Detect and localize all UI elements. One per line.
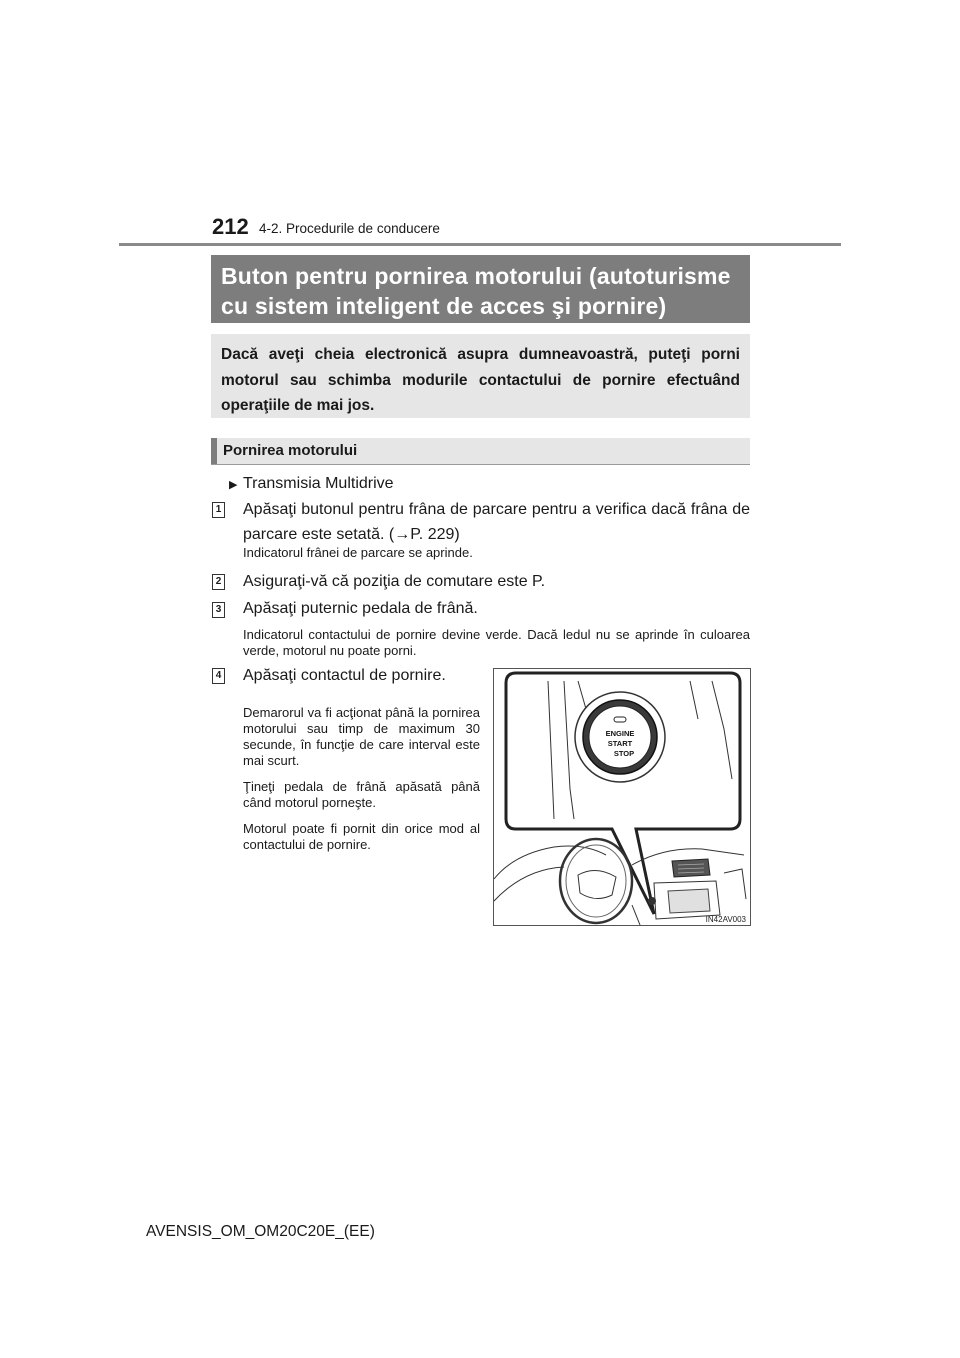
- step-3-note: Indicatorul contactului de pornire devine verde. Dacă ledul nu se aprinde în culoarea verde, motorul nu poate porni.: [243, 627, 750, 658]
- bullet-text: Transmisia Multidrive: [243, 475, 394, 492]
- button-label-start: START: [607, 739, 633, 748]
- intro-box: [211, 334, 750, 418]
- step-1-text: Apăsaţi butonul pentru frâna de parcare pentru a verifica dacă frâna de parcare este setată. (→P. 229): [243, 501, 750, 543]
- figure-code: IN42AV003: [705, 915, 746, 924]
- page-title-line-2: cu sistem inteligent de acces şi pornire): [221, 293, 667, 319]
- step-1-note: Indicatorul frânei de parcare se aprinde.: [243, 545, 473, 560]
- button-location-marker: [648, 897, 656, 905]
- section-title: 4-2. Procedurile de conducere: [259, 221, 440, 236]
- header-rule: [119, 243, 841, 246]
- display-screen: [668, 889, 710, 913]
- illustration-drawing: [494, 669, 750, 925]
- step-4-note-3: Motorul poate fi pornit din orice mod al contactului de pornire.: [243, 821, 480, 852]
- step-number-4: 4: [212, 668, 225, 684]
- subsection-heading-bar: [211, 438, 217, 464]
- step-4-text: Apăsaţi contactul de pornire.: [243, 667, 446, 684]
- intro-text: Dacă aveţi cheia electronică asupra dumneavoastră, puteţi porni motorul sau schimba modurile contactului de pornire efectuând operaţiile de mai jos.: [221, 346, 740, 414]
- page-title-line-1: Buton pentru pornirea motorului (autoturisme: [221, 263, 731, 289]
- step-4-note-1: Demarorul va fi acţionat până la pornirea motorului sau timp de maximum 30 secunde, în funcţie de care interval este mai scurt.: [243, 705, 480, 768]
- column-line: [632, 905, 640, 925]
- step-3-text: Apăsaţi puternic pedala de frână.: [243, 600, 478, 617]
- button-label-stop: STOP: [613, 749, 635, 758]
- button-indicator: [614, 717, 626, 722]
- title-banner: [211, 255, 750, 323]
- step-number-3: 3: [212, 602, 225, 618]
- step-number-2: 2: [212, 574, 225, 590]
- seat-outline: [494, 867, 564, 901]
- dashboard-edge: [724, 869, 746, 899]
- step-4-note-2: Ţineţi pedala de frână apăsată până când motorul porneşte.: [243, 779, 480, 810]
- subsection-heading-text: Pornirea motorului: [223, 442, 358, 459]
- steering-hub: [578, 870, 616, 898]
- engine-start-illustration: [493, 668, 751, 926]
- button-label-engine: ENGINE: [605, 729, 635, 738]
- step-4-notes: [243, 705, 480, 863]
- page-number: 212: [212, 214, 249, 239]
- air-vent: [672, 859, 710, 877]
- triangle-bullet-icon: ▶: [229, 479, 238, 491]
- step-2-text: Asiguraţi-vă că poziţia de comutare este P.: [243, 573, 546, 590]
- page-title: [221, 261, 740, 321]
- subsection-heading: [211, 438, 750, 465]
- footer-document-code: AVENSIS_OM_OM20C20E_(EE): [146, 1223, 375, 1240]
- step-number-1: 1: [212, 502, 225, 518]
